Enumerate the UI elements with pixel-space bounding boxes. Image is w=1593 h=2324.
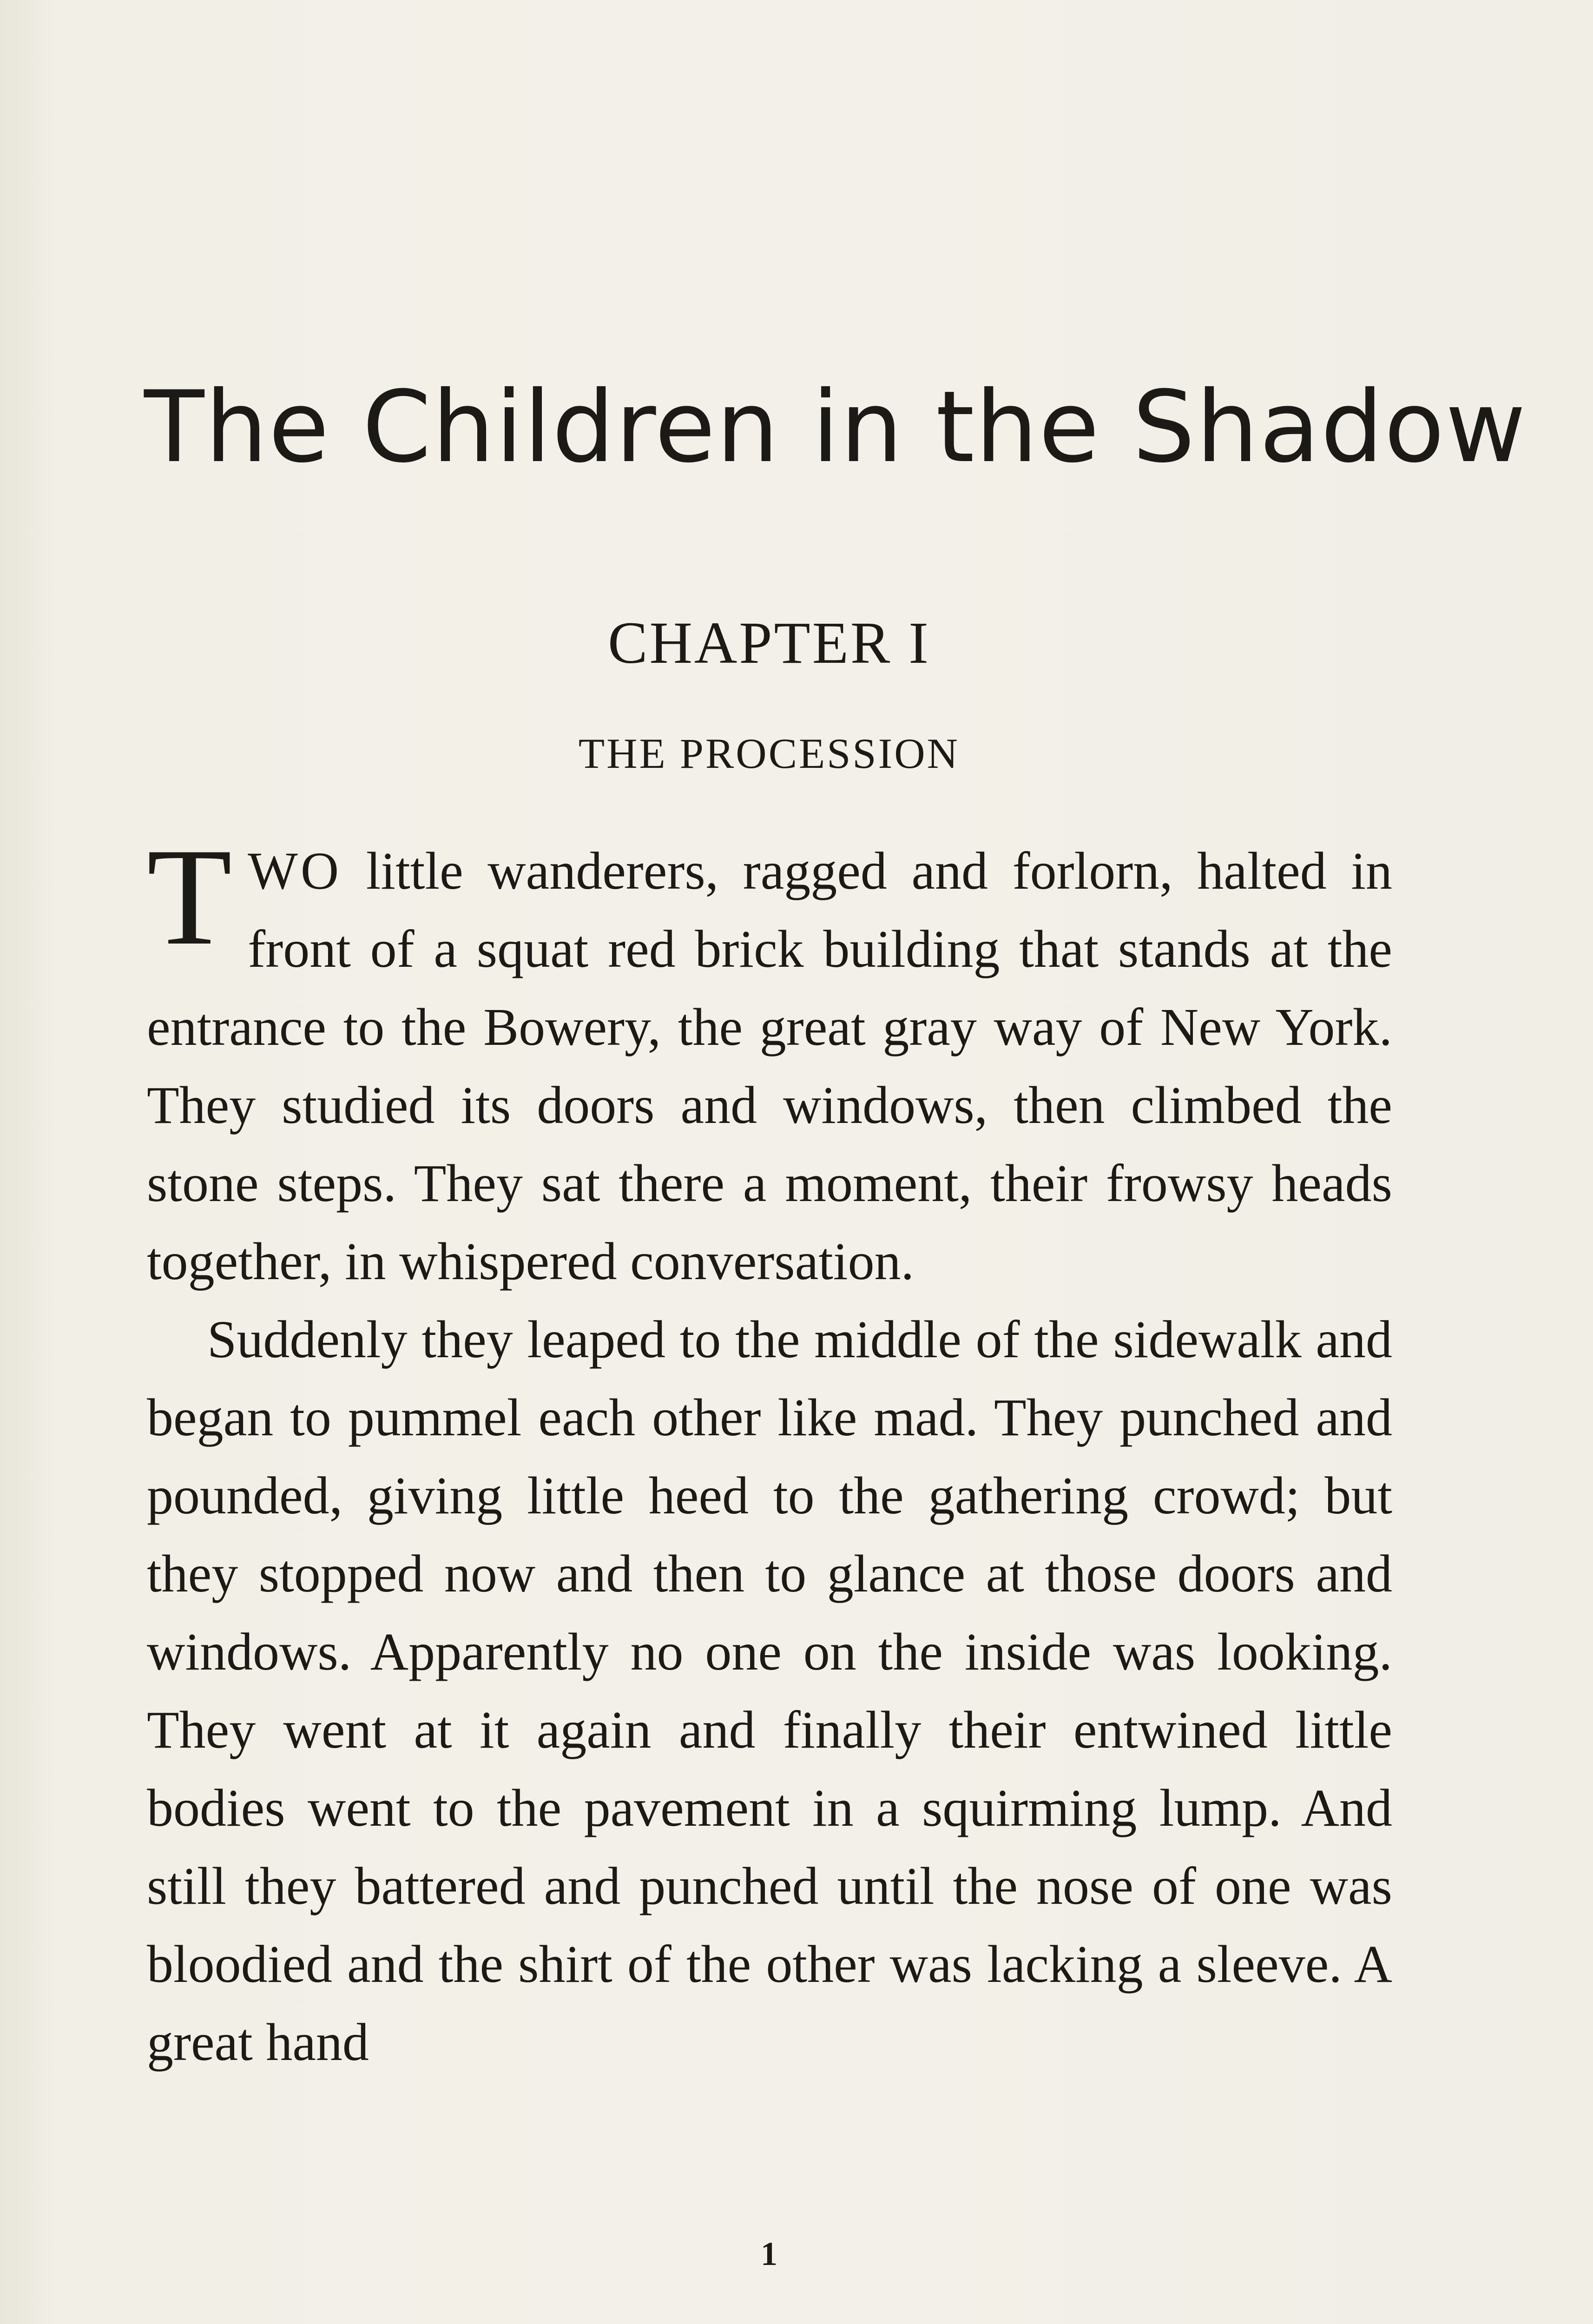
book-title: The Children in the Shadow <box>144 370 1527 484</box>
chapter-number: CHAPTER I <box>608 610 930 676</box>
chapter-title: THE PROCESSION <box>578 730 960 777</box>
page-number: 1 <box>761 2235 777 2272</box>
drop-cap: T <box>147 819 232 974</box>
paragraph-2: Suddenly they leaped to the middle of the sidewalk and began to pummel each other like mad. They punched and pounded, giving little heed to the gathering crowd; but they stopped now and then to glance at those doors and windows. Apparently no one on the inside was looking. They went at it again and finally their entwined little bodies went to the pavement in a squirming lump. And still they battered and punched until the nose of one was bloodied and the shirt of the other was lacking a sleeve. A great hand <box>147 1310 1392 2072</box>
paragraph-1 <box>147 819 1392 1301</box>
paragraph-1-text: little wanderers, ragged and forlorn, halted in front of a squat red brick building that stands at the entrance to the Bowery, the great gray way of New York. They studied its doors and windows, then climbed the stone steps. They sat there a moment, their frowsy heads together, in whispered conversation. <box>147 841 1392 1291</box>
chapter-body <box>147 819 1392 2081</box>
drop-cap-continuation: WO <box>248 841 342 900</box>
